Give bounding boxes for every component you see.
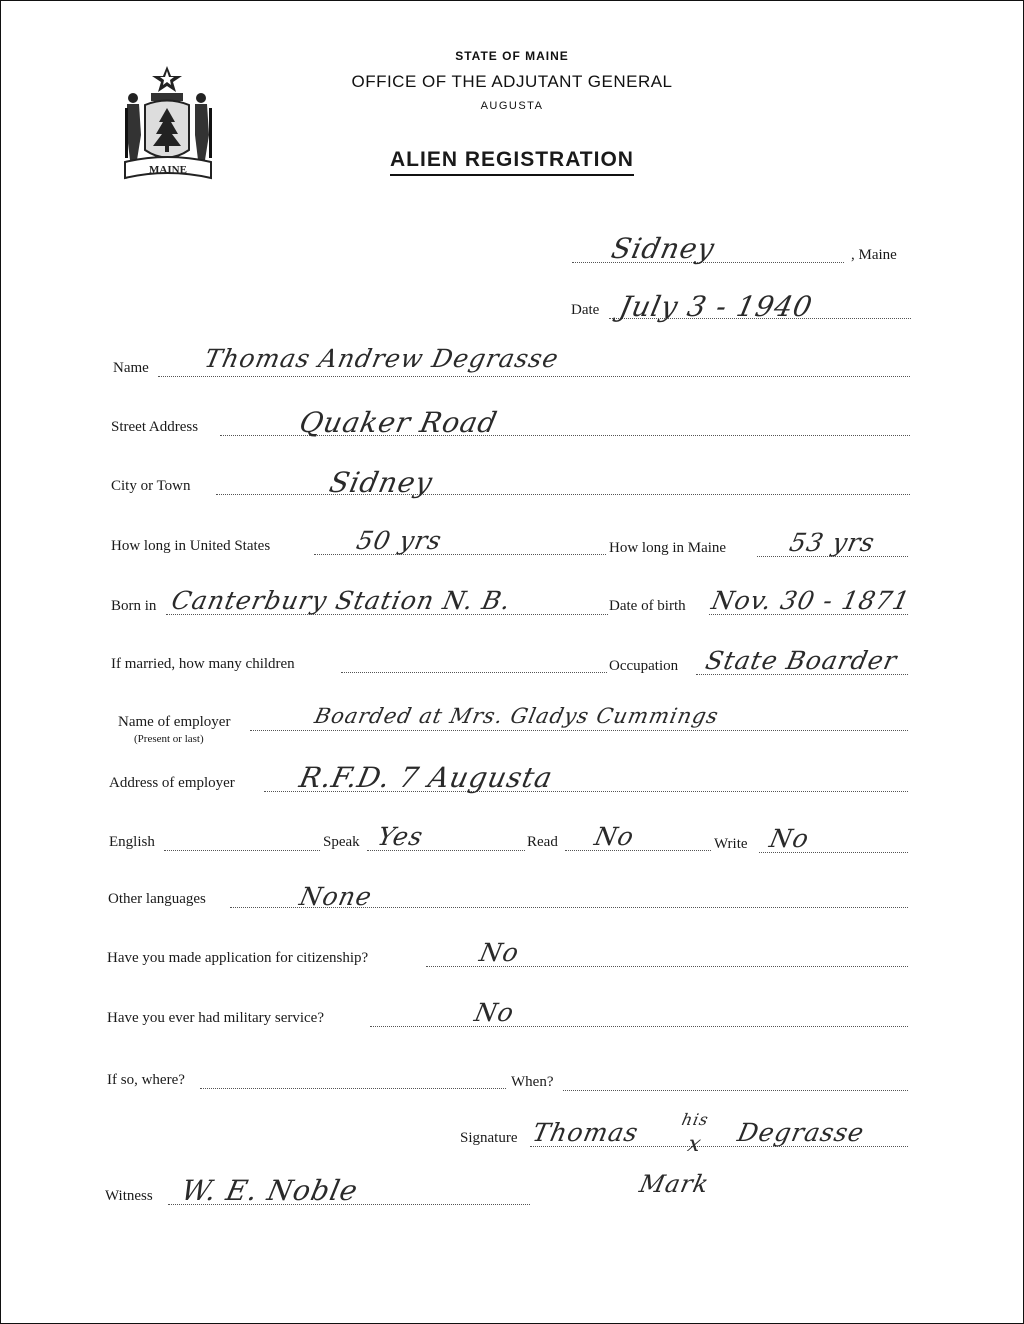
military-value[interactable]: No [471,998,518,1027]
signature-label: Signature [460,1130,518,1146]
employer-address-value[interactable]: R.F.D. 7 Augusta [296,761,556,794]
speak-label: Speak [323,834,360,850]
date-label: Date [571,302,600,318]
how-long-maine-value[interactable]: 53 yrs [786,528,878,557]
name-label: Name [113,360,149,376]
page-title: ALIEN REGISTRATION [0,148,1024,172]
if-so-label: If so, where? [107,1072,185,1088]
how-long-maine-label: How long in Maine [609,540,727,556]
read-value[interactable]: No [591,822,638,851]
seal-text: MAINE [149,164,187,176]
witness-value[interactable]: W. E. Noble [178,1174,362,1207]
born-in-value[interactable]: Canterbury Station N. B. [168,586,514,615]
military-line [370,1026,908,1027]
header-office: OFFICE OF THE ADJUTANT GENERAL [351,72,673,91]
speak-value[interactable]: Yes [374,822,427,851]
header-state: STATE OF MAINE [455,49,569,63]
how-long-us-value[interactable]: 50 yrs [353,526,445,555]
name-line [158,376,910,377]
witness-label: Witness [105,1188,153,1204]
signature-mark: Mark [637,1170,712,1198]
street-label: Street Address [111,419,199,435]
city-line [216,494,910,495]
signature-last[interactable]: Degrasse [734,1118,868,1147]
occupation-value[interactable]: State Boarder [702,646,900,675]
english-line [164,850,320,851]
employer-sublabel: (Present or last) [134,733,204,745]
employer-line [250,730,908,731]
header-city: AUGUSTA [480,100,544,112]
write-value[interactable]: No [766,824,813,853]
signature-his: his [679,1110,711,1129]
date-of-birth-label: Date of birth [609,598,686,614]
street-value[interactable]: Quaker Road [296,406,501,439]
city-label: City or Town [111,478,191,494]
when-label: When? [511,1074,554,1090]
date-of-birth-value[interactable]: Nov. 30 - 1871 [708,586,913,615]
other-languages-label: Other languages [108,891,206,907]
children-line [341,672,607,673]
military-label: Have you ever had military service? [107,1010,324,1026]
children-label: If married, how many children [111,656,295,672]
read-line [565,850,711,851]
employer-value[interactable]: Boarded at Mrs. Gladys Cummings [312,704,722,728]
town-label: , Maine [851,247,897,263]
citizenship-value[interactable]: No [476,938,523,967]
if-so-line [200,1088,506,1089]
born-in-label: Born in [111,598,157,614]
english-label: English [109,834,155,850]
date-value[interactable]: July 3 - 1940 [616,290,816,323]
city-value[interactable]: Sidney [326,466,436,499]
when-line [563,1090,908,1091]
other-languages-value[interactable]: None [296,882,375,911]
occupation-label: Occupation [609,658,679,674]
how-long-us-label: How long in United States [111,538,271,554]
town-value[interactable]: Sidney [608,232,718,265]
name-value[interactable]: Thomas Andrew Degrasse [201,344,562,373]
read-label: Read [527,834,558,850]
write-label: Write [714,836,748,852]
citizenship-label: Have you made application for citizenship? [107,950,369,966]
signature-x: x [685,1132,705,1157]
signature-first[interactable]: Thomas [529,1118,642,1147]
employer-label: Name of employer [118,714,231,730]
employer-address-label: Address of employer [109,775,235,791]
